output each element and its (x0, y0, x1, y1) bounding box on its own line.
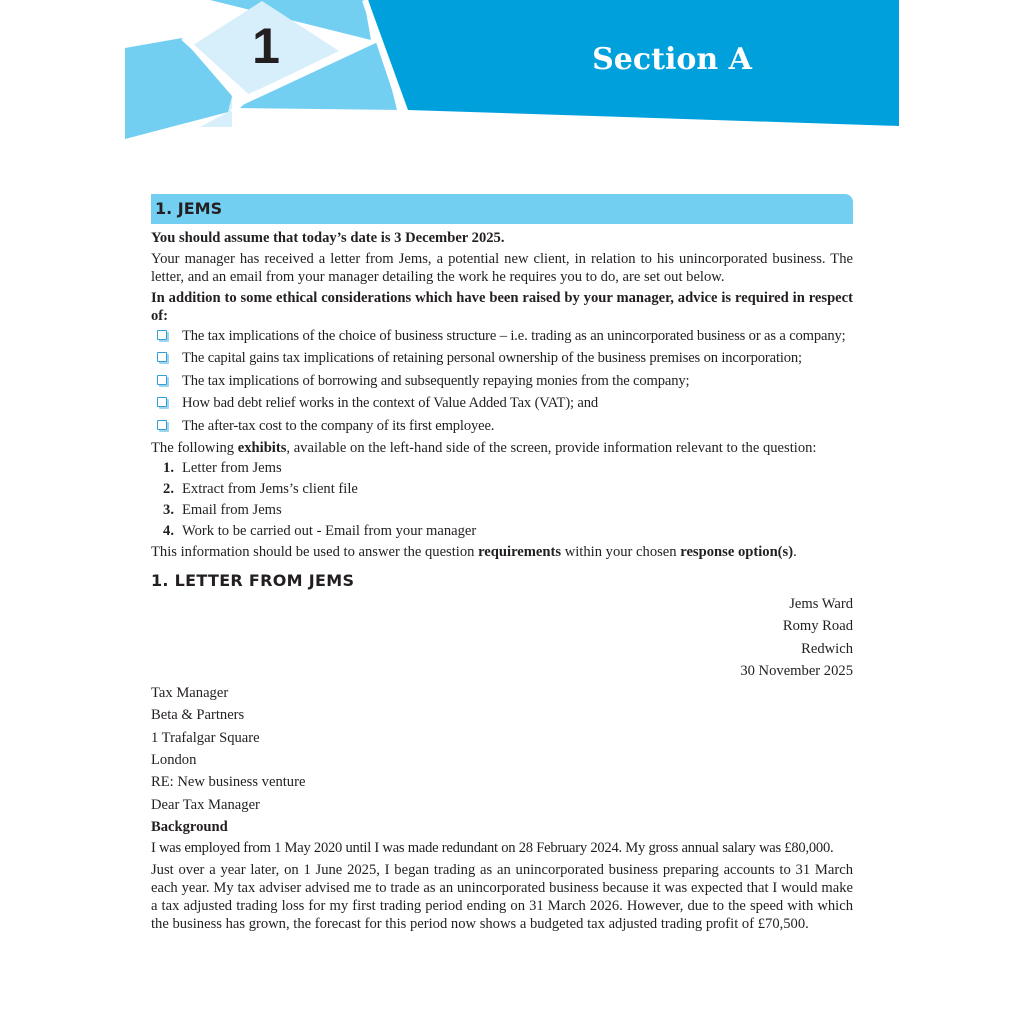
assume-date: You should assume that today’s date is 3 December 2025. (151, 230, 505, 246)
intro-paragraph: Your manager has received a letter from Jems, a potential new client, in relation to his unincorporated business. The letter, and an email from your manager detailing the work he requires you to do, are set out below. (151, 251, 853, 285)
section-title: Section A (592, 42, 752, 77)
re-line: RE: New business venture (151, 774, 306, 791)
background-heading: Background (151, 818, 228, 835)
checkbox-bullet-icon (157, 330, 167, 340)
list-item: 4. Work to be carried out - Email from your manager (163, 522, 477, 539)
list-item: How bad debt relief works in the context of Value Added Tax (VAT); and (151, 393, 853, 415)
checkbox-bullet-icon (157, 352, 167, 362)
banner-white-line-4 (232, 110, 404, 112)
exhibits-list (151, 458, 853, 542)
checkbox-bullet-icon (157, 420, 167, 430)
list-item: The after-tax cost to the company of its first employee. (151, 416, 853, 438)
list-item: 1. Letter from Jems (163, 459, 282, 476)
sender-town: Redwich (801, 640, 853, 657)
advice-list (151, 326, 853, 438)
letter-date: 30 November 2025 (740, 662, 853, 679)
letter-heading: 1. LETTER FROM JEMS (151, 570, 355, 590)
recipient-city: London (151, 752, 197, 769)
recipient-street: 1 Trafalgar Square (151, 729, 260, 746)
question-heading: 1. JEMS (155, 199, 223, 218)
advice-intro: In addition to some ethical considerations which have been raised by your manager, advice is required in respect of: (151, 290, 853, 324)
salutation: Dear Tax Manager (151, 796, 260, 813)
letter-paragraph-1: I was employed from 1 May 2020 until I was made redundant on 28 February 2024. My gross annual salary was £80,000. (151, 840, 834, 857)
section-banner (0, 0, 1024, 150)
list-item: The tax implications of borrowing and subsequently repaying monies from the company; (151, 371, 853, 393)
list-item: 3. Email from Jems (163, 501, 282, 518)
section-number: 1 (252, 18, 280, 74)
recipient-firm: Beta & Partners (151, 707, 245, 724)
content (151, 194, 853, 933)
list-item: The tax implications of the choice of business structure – i.e. trading as an unincorporated business or as a company; (151, 326, 853, 348)
sender-street: Romy Road (782, 618, 853, 635)
question-heading-bar (151, 194, 853, 224)
letter-paragraph-2: Just over a year later, on 1 June 2025, I began trading as an unincorporated business preparing accounts to 31 March each year. My tax adviser advised me to trade as an unincorporated business because it was expected that I would make a tax adjusted trading loss for my first trading period ending on 31 March 2026. However, due to the speed with which the business has grown, the forecast for this period now shows a budgeted tax adjusted trading profit of £70,500. (151, 862, 853, 933)
checkbox-bullet-icon (157, 397, 167, 407)
checkbox-bullet-icon (157, 375, 167, 385)
list-item: 2. Extract from Jems’s client file (163, 480, 358, 497)
usage-note: This information should be used to answer the question requirements within your chosen response option(s). (151, 543, 797, 560)
exhibits-intro: The following exhibits, available on the left-hand side of the screen, provide information relevant to the question: (151, 439, 817, 456)
recipient-title: Tax Manager (151, 685, 229, 702)
sender-name: Jems Ward (789, 595, 853, 612)
list-item: The capital gains tax implications of retaining personal ownership of the business premises on incorporation; (151, 348, 853, 370)
